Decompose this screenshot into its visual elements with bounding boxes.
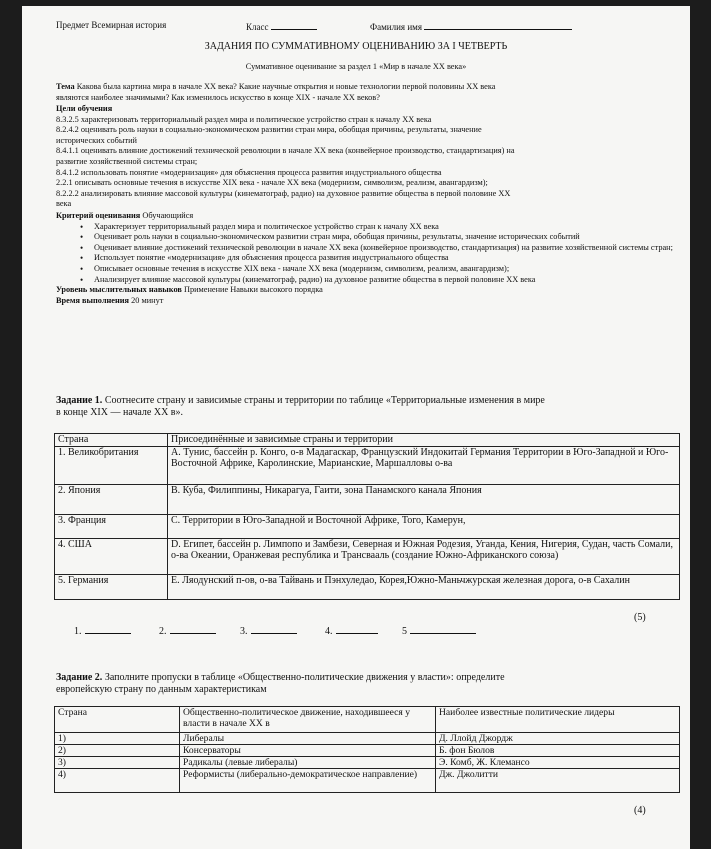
answer-3-blank[interactable] xyxy=(251,625,297,634)
name-field xyxy=(370,20,572,33)
table-row xyxy=(55,538,680,574)
task2-movement: Реформисты (либерально-демократическое направление) xyxy=(180,769,436,793)
criteria-item: • Оценивает влияние достижений технической революции в начале ХХ века (конвейерное производство, стандартизация) на развитие хозяйственной системы стран; xyxy=(94,243,676,254)
table-row xyxy=(55,514,680,538)
task2-points: (4) xyxy=(634,805,646,816)
criteria-block xyxy=(56,211,680,306)
page-subtitle: Суммативное оценивание за раздел 1 «Мир в начале ХХ века» xyxy=(245,62,467,71)
topic-block xyxy=(56,82,680,103)
task1-territories: B. Куба, Филиппины, Никарагуа, Гаити, зона Панамского канала Япония xyxy=(168,484,680,514)
topic-line-2: являются наиболее значимыми? Как изменилось искусство в конце XIX - начале ХХ веков? xyxy=(56,92,380,102)
answer-4-blank[interactable] xyxy=(336,625,378,634)
time-value: 20 минут xyxy=(131,295,164,305)
criteria-label: Критерий оценивания xyxy=(56,211,141,220)
task1-text-1: Соотнесите страну и зависимые страны и территории по таблице «Территориальные изменения в мире xyxy=(104,395,545,406)
criteria-item: • Анализирует влияние массовой культуры (кинематограф, радио) на духовное развитие общества в первой половине ХХ века xyxy=(94,275,676,286)
task1-points: (5) xyxy=(634,612,646,623)
task1-col-territories: Присоединённые и зависимые страны и территории xyxy=(168,434,680,447)
task2-country-cell[interactable]: 2) xyxy=(55,745,180,757)
task1-territories: C. Территории в Юго-Западной и Восточной Африке, Того, Камерун, xyxy=(168,514,680,538)
criteria-item: • Описывает основные течения в искусстве XIX века - начале ХХ века (модернизм, символизм, реализм, авангардизм); xyxy=(94,264,676,275)
time-label: Время выполнения xyxy=(56,295,129,305)
worksheet-page xyxy=(22,6,690,849)
task2-text-1: Заполните пропуски в таблице «Общественно-политические движения у власти»: определите xyxy=(104,672,505,683)
goal-line: 2.2.1 описывать основные течения в искусстве XIX века - начале ХХ века (модернизм, символизм, реализм, авангардизм); xyxy=(56,178,488,188)
goal-line: 8.3.2.5 характеризовать территориальный раздел мира и политическое устройство стран к началу ХХ века xyxy=(56,114,432,124)
answer-5-label: 5 xyxy=(402,626,407,637)
task2-leaders: Дж. Джолитти xyxy=(436,769,680,793)
task1-prompt xyxy=(56,395,680,419)
goal-line: исторических событий xyxy=(56,135,137,145)
class-blank[interactable] xyxy=(271,20,317,30)
answer-1-blank[interactable] xyxy=(85,625,131,634)
criteria-suffix: Обучающийся xyxy=(142,211,194,220)
task2-text-2: европейскую страну по данным характеристикам xyxy=(56,684,267,695)
table-row xyxy=(55,446,680,484)
level-label: Уровень мыслительных навыков xyxy=(56,285,182,295)
criteria-item: • Оценивает роль науки в социально-экономическом развитии стран мира, обобщая причины, результаты, значение исторических событий xyxy=(94,232,676,243)
table-row xyxy=(55,484,680,514)
answer-2-blank[interactable] xyxy=(170,625,216,634)
goal-line: 8.4.1.2 использовать понятие «модернизация» для объяснения процесса развития индустриального общества xyxy=(56,167,442,177)
table-row xyxy=(55,769,680,793)
task2-movement: Консерваторы xyxy=(180,745,436,757)
task1-text-2: в конце XIX — начале ХХ в». xyxy=(56,407,184,418)
task2-table xyxy=(54,706,680,793)
task2-movement: Либералы xyxy=(180,733,436,745)
table-row xyxy=(55,733,680,745)
task1-territories: A. Тунис, бассейн р. Конго, о-в Мадагаскар, Французский Индокитай Германия Территории в Юго-Западной и Юго-Восточной Африке, Каролинские, Марианские, Маршалловы о-ва xyxy=(168,446,680,484)
goals-label: Цели обучения xyxy=(56,104,113,113)
criteria-item: • Использует понятие «модернизация» для объяснения процесса развития индустриального общества xyxy=(94,253,676,264)
table-row xyxy=(55,757,680,769)
page-title: ЗАДАНИЯ ПО СУММАТИВНОМУ ОЦЕНИВАНИЮ ЗА I ЧЕТВЕРТЬ xyxy=(204,41,508,52)
table-row xyxy=(55,745,680,757)
task1-table xyxy=(54,433,680,600)
task1-country: 5. Германия xyxy=(55,574,168,599)
goal-line: развитие хозяйственной системы стран; xyxy=(56,156,198,166)
task1-territories: E. Ляодунский п-ов, о-ва Тайвань и Пэнхуледао, Корея,Южно-Маньчжурская железная дорога, о-в Сахалин xyxy=(168,574,680,599)
goals-block xyxy=(56,104,680,210)
criteria-item: • Характеризует территориальный раздел мира и политическое устройство стран к началу ХХ века xyxy=(94,222,676,233)
task1-country: 2. Япония xyxy=(55,484,168,514)
class-field xyxy=(246,20,317,33)
task1-country: 1. Великобритания xyxy=(55,446,168,484)
task1-answers xyxy=(74,625,476,638)
task2-prompt xyxy=(56,672,680,696)
task2-leaders: Э. Комб, Ж. Клемансо xyxy=(436,757,680,769)
topic-line-1: Какова была картина мира в начале ХХ века? Какие научные открытия и новые технологии первой половины ХХ века xyxy=(76,82,496,91)
task2-col-leaders: Наиболее известные политические лидеры xyxy=(436,707,680,733)
answer-5-blank[interactable] xyxy=(410,625,476,634)
name-label: Фамилия имя xyxy=(370,22,422,32)
name-blank[interactable] xyxy=(424,20,572,30)
task2-leaders: Б. фон Бюлов xyxy=(436,745,680,757)
task2-col-country: Страна xyxy=(55,707,180,733)
level-value: Применение Навыки высокого порядка xyxy=(183,285,323,295)
answer-3-label: 3. xyxy=(240,626,248,637)
task1-territories: D. Египет, бассейн р. Лимпопо и Замбези, Северная и Южная Родезия, Уганда, Кения, Нигерия, Судан, часть Сомали, о-ва Океании, Оранжевая республика и Трансвааль (создание Южно-Африканского союза) xyxy=(168,538,680,574)
task2-country-cell[interactable]: 1) xyxy=(55,733,180,745)
answer-2-label: 2. xyxy=(159,626,167,637)
answer-4-label: 4. xyxy=(325,626,333,637)
goal-line: века xyxy=(56,199,72,209)
task2-label: Задание 2. xyxy=(56,672,103,683)
goal-line: 8.4.1.1 оценивать влияние достижений технической революции в начале ХХ века (конвейерное производство, стандартизация) на xyxy=(56,146,515,156)
task1-label: Задание 1. xyxy=(56,395,103,406)
table-row xyxy=(55,574,680,599)
class-label: Класс xyxy=(246,22,269,32)
topic-label: Тема xyxy=(56,82,75,91)
task2-leaders: Д. Ллойд Джордж xyxy=(436,733,680,745)
task1-col-country: Страна xyxy=(55,434,168,447)
answer-1-label: 1. xyxy=(74,626,82,637)
task1-country: 4. США xyxy=(55,538,168,574)
task2-movement: Радикалы (левые либералы) xyxy=(180,757,436,769)
subject-label: Предмет Всемирная история xyxy=(56,20,167,30)
goal-line: 8.2.4.2 оценивать роль науки в социально-экономическом развитии стран мира, обобщая причины, результаты, значение xyxy=(56,125,482,135)
task2-col-movement: Общественно-политическое движение, находившееся у власти в начале ХХ в xyxy=(180,707,436,733)
task2-country-cell[interactable]: 3) xyxy=(55,757,180,769)
task1-country: 3. Франция xyxy=(55,514,168,538)
goal-line: 8.2.2.2 анализировать влияние массовой культуры (кинематограф, радио) на духовное развитие общества в первой половине ХХ xyxy=(56,188,511,198)
task2-country-cell[interactable]: 4) xyxy=(55,769,180,793)
